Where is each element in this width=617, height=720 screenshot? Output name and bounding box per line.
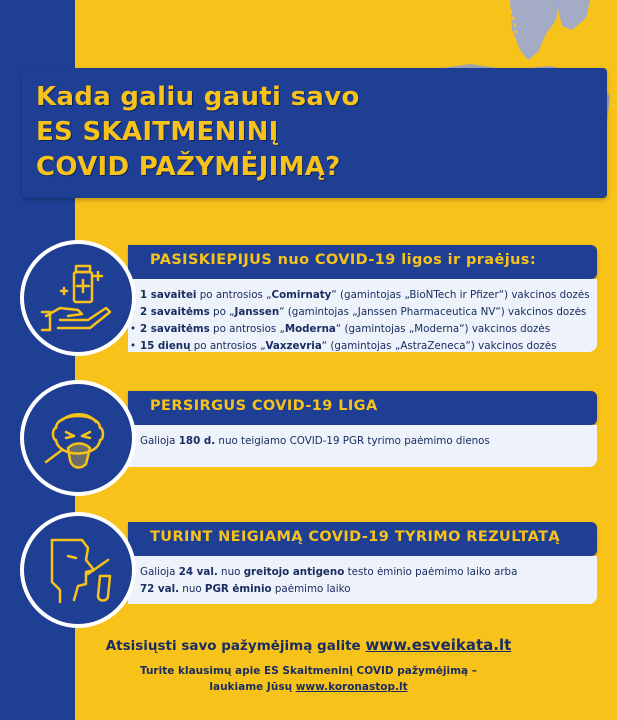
vaccinated-body — [128, 279, 597, 352]
vaccine-hand-icon — [20, 240, 136, 356]
recovered-body — [128, 425, 597, 467]
list-item: • 2 savaitėms po antrosios „Moderna“ (gamintojas „Moderna“) vakcinos dozės — [128, 321, 597, 338]
negative-heading: TURINT NEIGIAMĄ COVID-19 TYRIMO REZULTATĄ — [150, 529, 561, 545]
download-line: Atsisiųsti savo pažymėjimą galite www.esveikata.lt — [105, 636, 512, 654]
vaccinated-list — [128, 279, 597, 355]
negative-heading-bar — [128, 522, 597, 556]
list-item: • 1 savaitei po antrosios „Comirnaty“ (gamintojas „BioNTech ir Pfizer“) vakcinos dozės — [128, 287, 597, 304]
questions-line-2: laukiame Jūsų www.koronastop.lt — [209, 681, 408, 693]
vaccinated-heading-bar — [128, 245, 597, 279]
questions-block — [0, 663, 617, 695]
koronastop-link[interactable]: www.koronastop.lt — [295, 681, 408, 693]
recovered-heading: PERSIRGUS COVID-19 LIGA — [150, 398, 378, 414]
vaccinated-heading: PASISKIEPIJUS nuo COVID-19 ligos ir praėjus: — [150, 252, 537, 268]
list-item: • 15 dienų po antrosios „Vaxzevria“ (gamintojas „AstraZeneca“) vakcinos dozės — [128, 338, 597, 355]
list-item: • Galioja 180 d. nuo teigiamo COVID-19 PGR tyrimo paėmimo dienos — [128, 433, 597, 450]
nasal-swab-test-icon — [20, 512, 136, 628]
esveikata-link[interactable]: www.esveikata.lt — [365, 636, 512, 654]
title-line-3: COVID PAŽYMĖJIMĄ? — [36, 152, 341, 182]
recovered-list — [128, 425, 597, 450]
title-line-2: ES SKAITMENINĮ — [36, 117, 279, 147]
sick-person-icon — [20, 380, 136, 496]
negative-list — [128, 556, 597, 581]
negative-line-2: 72 val. nuo PGR ėminio paėmimo laiko — [140, 583, 351, 595]
list-item: • Galioja 24 val. nuo greitojo antigeno testo ėminio paėmimo laiko arba — [128, 564, 597, 581]
title-panel — [22, 68, 607, 198]
recovered-heading-bar — [128, 391, 597, 425]
list-item: • 2 savaitėms po „Janssen“ (gamintojas „Janssen Pharmaceutica NV“) vakcinos dozės — [128, 304, 597, 321]
negative-body — [128, 556, 597, 604]
title-line-1: Kada galiu gauti savo — [36, 82, 360, 112]
questions-line-1: Turite klausimų apie ES Skaitmeninį COVID pažymėjimą – — [139, 665, 478, 677]
